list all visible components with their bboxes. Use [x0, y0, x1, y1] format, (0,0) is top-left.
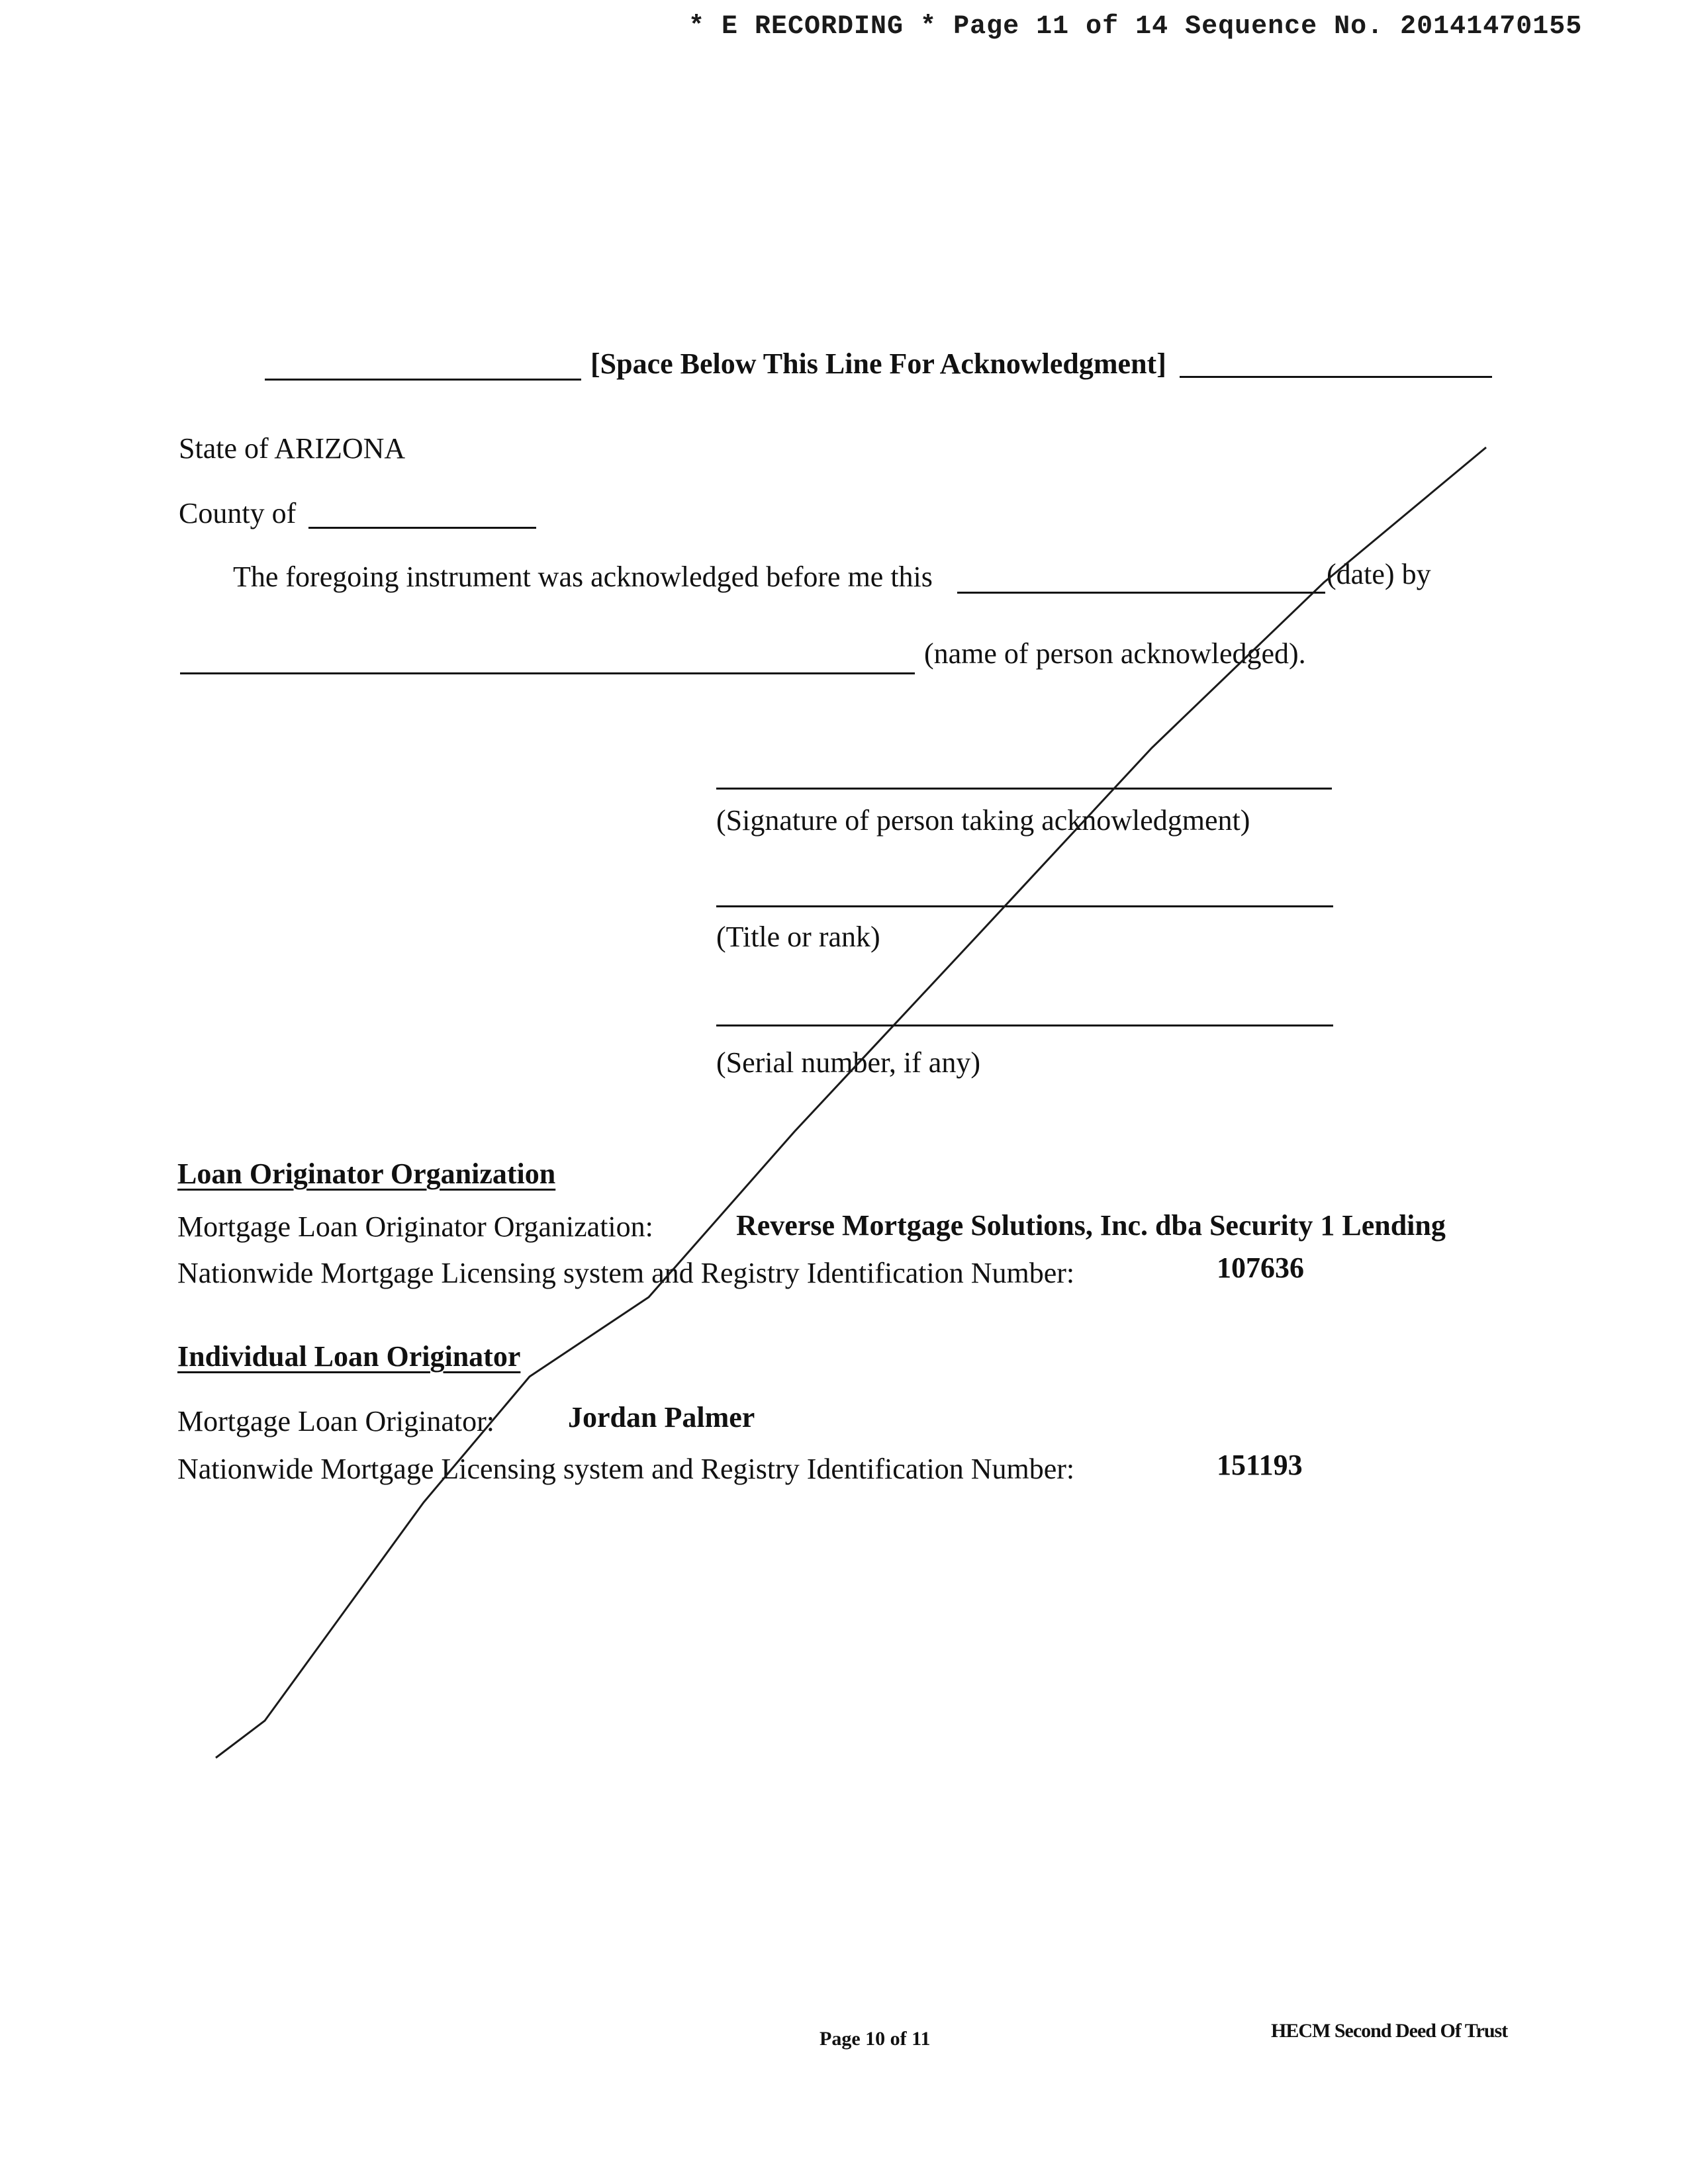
loan-org-heading: Loan Originator Organization	[177, 1158, 556, 1190]
org-label: Mortgage Loan Originator Organization:	[177, 1210, 653, 1243]
state-line: State of ARIZONA	[179, 432, 406, 465]
acknowledgment-heading: [Space Below This Line For Acknowledgment]	[590, 347, 1166, 380]
date-suffix: (date) by	[1327, 558, 1431, 590]
originator-label: Mortgage Loan Originator:	[177, 1405, 494, 1437]
instrument-text: The foregoing instrument was acknowledged before me this	[233, 561, 933, 593]
recording-header: * E RECORDING * Page 11 of 14 Sequence No. 20141470155	[688, 12, 1583, 42]
originator-value: Jordan Palmer	[568, 1401, 755, 1433]
footer-doc-title: HECM Second Deed Of Trust	[1271, 2020, 1508, 2042]
serial-label: (Serial number, if any)	[716, 1046, 980, 1079]
signature-label: (Signature of person taking acknowledgment)	[716, 804, 1250, 837]
name-label: (name of person acknowledged).	[924, 637, 1306, 670]
org-nmls-label: Nationwide Mortgage Licensing system and Registry Identification Number:	[177, 1257, 1075, 1289]
org-nmls-value: 107636	[1217, 1251, 1304, 1284]
individual-nmls-value: 151193	[1217, 1449, 1303, 1481]
individual-nmls-label: Nationwide Mortgage Licensing system and Registry Identification Number:	[177, 1453, 1075, 1485]
org-value: Reverse Mortgage Solutions, Inc. dba Security 1 Lending	[736, 1209, 1446, 1242]
county-label: County of	[179, 497, 297, 529]
individual-heading: Individual Loan Originator	[177, 1340, 521, 1373]
footer-page-number: Page 10 of 11	[820, 2028, 931, 2050]
title-label: (Title or rank)	[716, 921, 880, 953]
